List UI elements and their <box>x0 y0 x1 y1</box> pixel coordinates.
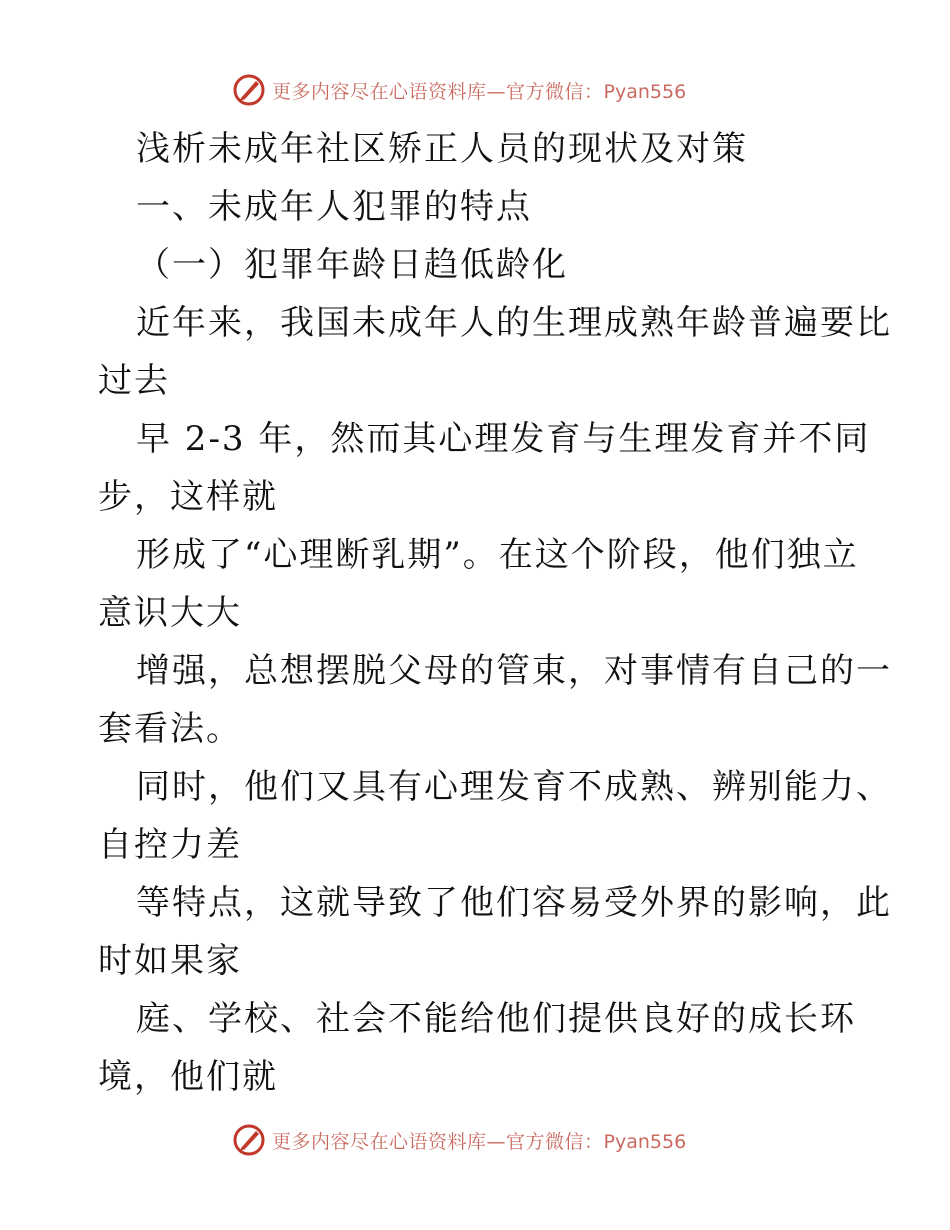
section-heading: 一、未成年人犯罪的特点 <box>136 187 532 227</box>
paragraph-line: 境，他们就 <box>98 1057 278 1097</box>
header-banner-text: 更多内容尽在心语资料库—官方微信：Pyan556 <box>272 80 687 103</box>
subsection-heading: （一）犯罪年龄日趋低龄化 <box>136 245 568 285</box>
paragraph-line: 时如果家 <box>98 941 242 981</box>
paragraph-line: 自控力差 <box>98 825 242 865</box>
quill-pen-logo-icon <box>232 73 266 107</box>
header-wechat-id: Pyan556 <box>603 80 687 103</box>
paragraph-line: 庭、学校、社会不能给他们提供良好的成长环 <box>136 999 856 1039</box>
document-body <box>98 120 892 1106</box>
paragraph-line: 意识大大 <box>98 593 242 633</box>
paragraph-line: 步，这样就 <box>98 477 278 517</box>
footer-banner <box>232 1122 752 1158</box>
paragraph-line: 形成了“心理断乳期”。在这个阶段，他们独立 <box>136 535 859 575</box>
paragraph-line: 套看法。 <box>98 709 242 749</box>
paragraph-line: 近年来，我国未成年人的生理成熟年龄普遍要比 <box>136 303 892 343</box>
paragraph-line: 增强，总想摆脱父母的管束，对事情有自己的一 <box>136 651 892 691</box>
paragraph-line: 等特点，这就导致了他们容易受外界的影响，此 <box>136 883 892 923</box>
paragraph-line: 同时，他们又具有心理发育不成熟、辨别能力、 <box>136 767 892 807</box>
document-title: 浅析未成年社区矫正人员的现状及对策 <box>136 129 748 169</box>
header-banner <box>232 72 752 108</box>
paragraph-line: 过去 <box>98 361 170 401</box>
quill-pen-logo-icon <box>232 1123 266 1157</box>
paragraph-line: 早 2-3 年，然而其心理发育与生理发育并不同 <box>136 419 871 459</box>
footer-wechat-id: Pyan556 <box>603 1130 687 1153</box>
footer-banner-text: 更多内容尽在心语资料库—官方微信：Pyan556 <box>272 1130 687 1153</box>
